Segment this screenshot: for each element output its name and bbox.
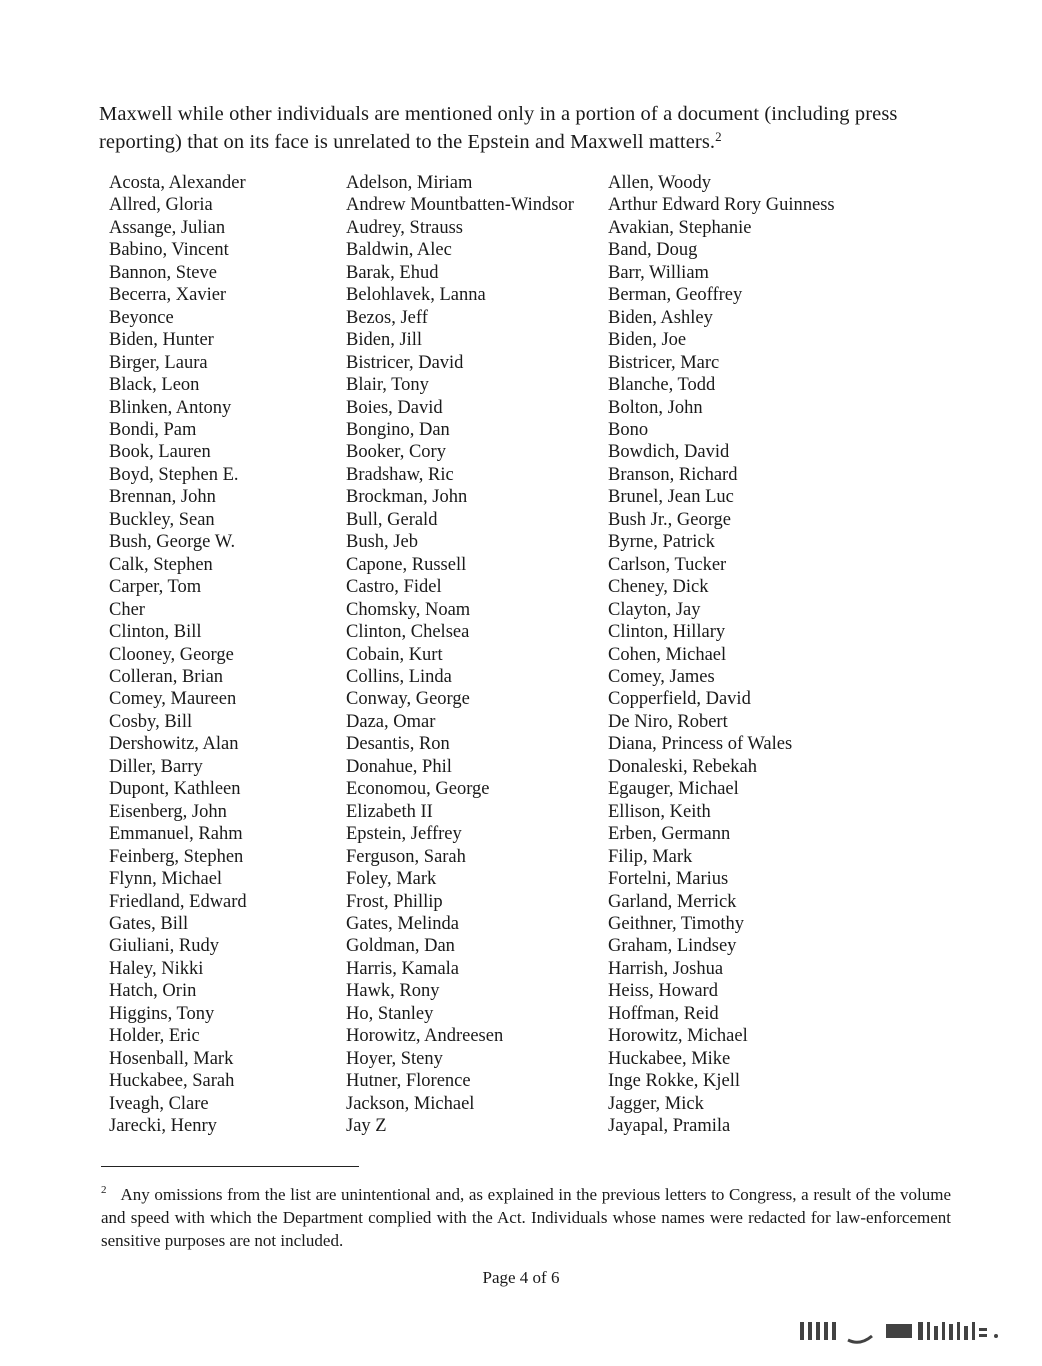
name-entry: Andrew Mountbatten-Windsor — [346, 195, 574, 216]
name-entry: Comey, James — [608, 666, 715, 687]
name-entry: Calk, Stephen — [109, 554, 213, 575]
name-entry: Graham, Lindsey — [608, 936, 737, 957]
name-entry: Cher — [109, 599, 145, 620]
name-entry: Economou, George — [346, 779, 490, 800]
name-entry: Feinberg, Stephen — [109, 846, 244, 867]
name-entry: Gates, Melinda — [346, 913, 460, 934]
name-entry: Donaleski, Rebekah — [608, 756, 757, 777]
name-entry: Black, Leon — [109, 375, 200, 396]
name-entry: Hutner, Florence — [346, 1071, 471, 1092]
name-entry: Frost, Phillip — [346, 891, 443, 912]
name-entry: Boies, David — [346, 397, 443, 418]
name-entry: Huckabee, Sarah — [109, 1071, 235, 1092]
name-entry: Haley, Nikki — [109, 958, 204, 979]
name-entry: Branson, Richard — [608, 464, 738, 485]
name-entry: Bongino, Dan — [346, 419, 450, 440]
name-entry: Beyonce — [109, 307, 174, 328]
name-entry: Biden, Joe — [608, 330, 687, 351]
name-entry: Jayapal, Pramila — [608, 1116, 731, 1137]
name-entry: Bistricer, David — [346, 352, 464, 373]
name-entry: Acosta, Alexander — [109, 173, 246, 193]
name-entry: Bush, Jeb — [346, 532, 418, 553]
name-entry: Bistricer, Marc — [608, 352, 720, 373]
name-entry: Foley, Mark — [346, 869, 437, 890]
name-entry: Iveagh, Clare — [109, 1093, 209, 1114]
footnote-text: Any omissions from the list are unintentional and, as explained in the previous letters to Congress, a result of the volume and speed with which the Department complied with the Act. Individuals whose names were redacted for law-enforcement sensitive purposes are not included. — [101, 1185, 951, 1250]
name-entry: Book, Lauren — [109, 442, 211, 463]
name-entry: Band, Doug — [608, 240, 698, 261]
names-column-2 — [346, 172, 574, 1137]
name-entry: Carlson, Tucker — [608, 554, 727, 575]
name-entry: Baldwin, Alec — [346, 240, 452, 261]
name-entry: Heiss, Howard — [608, 981, 718, 1002]
name-entry: Jarecki, Henry — [109, 1116, 217, 1137]
name-entry: Collins, Linda — [346, 666, 452, 687]
name-entry: Clinton, Bill — [109, 622, 202, 643]
name-entry: Cheney, Dick — [608, 577, 709, 598]
name-entry: Daza, Omar — [346, 711, 436, 732]
name-entry: Biden, Ashley — [608, 307, 713, 328]
name-entry: Cosby, Bill — [109, 711, 193, 732]
intro-text: Maxwell while other individuals are mentioned only in a portion of a document (including press reporting) that on its face is unrelated to the Epstein and Maxwell matters. — [99, 103, 898, 153]
name-entry: Birger, Laura — [109, 352, 208, 373]
name-entry: Bush Jr., George — [608, 509, 731, 530]
name-entry: Capone, Russell — [346, 554, 467, 575]
name-entry: Hoyer, Steny — [346, 1048, 443, 1069]
name-entry: Huckabee, Mike — [608, 1048, 731, 1069]
name-entry: Bowdich, David — [608, 442, 730, 463]
name-entry: Diana, Princess of Wales — [608, 734, 793, 755]
name-entry: Harrish, Joshua — [608, 958, 724, 979]
page-number: Page 4 of 6 — [482, 1268, 560, 1287]
name-entry: Bolton, John — [608, 397, 703, 418]
name-entry: Blanche, Todd — [608, 375, 716, 396]
name-entry: Boyd, Stephen E. — [109, 464, 239, 485]
name-entry: Biden, Hunter — [109, 330, 214, 351]
name-entry: Conway, George — [346, 689, 470, 710]
name-entry: Blinken, Antony — [109, 397, 232, 418]
name-entry: Hatch, Orin — [109, 981, 197, 1002]
name-entry: Giuliani, Rudy — [109, 936, 219, 957]
name-entry: Carper, Tom — [109, 577, 202, 598]
name-entry: Horowitz, Andreesen — [346, 1026, 504, 1047]
name-entry: Desantis, Ron — [346, 734, 450, 755]
name-entry: Horowitz, Michael — [608, 1026, 748, 1047]
name-entry: Jay Z — [346, 1116, 387, 1137]
name-entry: Geithner, Timothy — [608, 913, 744, 934]
name-entry: Flynn, Michael — [109, 869, 223, 890]
name-entry: Dershowitz, Alan — [109, 734, 239, 755]
name-entry: Egauger, Michael — [608, 779, 739, 800]
name-entry: Ho, Stanley — [346, 1003, 434, 1024]
name-entry: Jagger, Mick — [608, 1093, 704, 1114]
name-entry: Dupont, Kathleen — [109, 779, 241, 800]
name-entry: Berman, Geoffrey — [608, 285, 743, 306]
name-entry: Harris, Kamala — [346, 958, 460, 979]
name-entry: Donahue, Phil — [346, 756, 452, 777]
name-entry: Jackson, Michael — [346, 1093, 475, 1114]
name-entry: Bondi, Pam — [109, 419, 197, 440]
name-entry: Cohen, Michael — [608, 644, 727, 665]
name-entry: Belohlavek, Lanna — [346, 285, 486, 306]
name-entry: Bezos, Jeff — [346, 307, 428, 328]
name-entry: Higgins, Tony — [109, 1003, 215, 1024]
name-entry: Hosenball, Mark — [109, 1048, 234, 1069]
name-entry: Inge Rokke, Kjell — [608, 1071, 741, 1092]
name-entry: Clinton, Hillary — [608, 622, 726, 643]
name-entry: Byrne, Patrick — [608, 532, 715, 553]
name-entry: De Niro, Robert — [608, 711, 728, 732]
name-entry: Brennan, John — [109, 487, 216, 508]
name-entry: Hoffman, Reid — [608, 1003, 719, 1024]
name-entry: Adelson, Miriam — [346, 173, 473, 193]
name-entry: Chomsky, Noam — [346, 599, 471, 620]
name-entry: Booker, Cory — [346, 442, 446, 463]
name-entry: Bannon, Steve — [109, 262, 217, 283]
footnote-divider — [101, 1166, 359, 1167]
name-entry: Clinton, Chelsea — [346, 622, 470, 643]
name-entry: Elizabeth II — [346, 801, 433, 822]
name-entry: Friedland, Edward — [109, 891, 247, 912]
name-entry: Bush, George W. — [109, 532, 236, 553]
footnote-ref: 2 — [715, 129, 722, 144]
name-entry: Becerra, Xavier — [109, 285, 227, 306]
footnote — [101, 1183, 951, 1252]
name-entry: Bull, Gerald — [346, 509, 438, 530]
name-entry: Avakian, Stephanie — [608, 217, 752, 238]
name-entry: Ferguson, Sarah — [346, 846, 466, 867]
name-entry: Assange, Julian — [109, 217, 226, 238]
intro-paragraph — [99, 100, 949, 156]
name-entry: Arthur Edward Rory Guinness — [608, 195, 835, 216]
footnote-number: 2 — [101, 1184, 107, 1196]
name-entry: Bono — [608, 419, 649, 440]
name-entry: Eisenberg, John — [109, 801, 227, 822]
name-entry: Castro, Fidel — [346, 577, 442, 598]
name-entry: Audrey, Strauss — [346, 217, 463, 238]
name-entry: Barr, William — [608, 262, 709, 283]
name-entry: Ellison, Keith — [608, 801, 711, 822]
names-column-1 — [109, 172, 247, 1137]
names-column-3 — [608, 172, 835, 1137]
watermark-mark — [800, 1318, 1020, 1344]
name-entry: Brockman, John — [346, 487, 468, 508]
name-entry: Erben, Germann — [608, 824, 731, 845]
name-entry: Diller, Barry — [109, 756, 203, 777]
name-entry: Goldman, Dan — [346, 936, 455, 957]
name-entry: Copperfield, David — [608, 689, 751, 710]
name-entry: Barak, Ehud — [346, 262, 439, 283]
name-entry: Allred, Gloria — [109, 195, 213, 216]
name-entry: Hawk, Rony — [346, 981, 440, 1002]
name-entry: Holder, Eric — [109, 1026, 200, 1047]
name-entry: Clooney, George — [109, 644, 234, 665]
name-entry: Biden, Jill — [346, 330, 423, 351]
name-entry: Babino, Vincent — [109, 240, 229, 261]
name-entry: Brunel, Jean Luc — [608, 487, 734, 508]
name-entry: Comey, Maureen — [109, 689, 237, 710]
name-entry: Epstein, Jeffrey — [346, 824, 462, 845]
name-entry: Gates, Bill — [109, 913, 189, 934]
name-entry: Buckley, Sean — [109, 509, 215, 530]
name-entry: Cobain, Kurt — [346, 644, 443, 665]
name-entry: Emmanuel, Rahm — [109, 824, 243, 845]
name-entry: Garland, Merrick — [608, 891, 737, 912]
name-entry: Fortelni, Marius — [608, 869, 729, 890]
name-entry: Colleran, Brian — [109, 666, 224, 687]
name-entry: Allen, Woody — [608, 173, 711, 193]
name-entry: Filip, Mark — [608, 846, 693, 867]
name-entry: Clayton, Jay — [608, 599, 701, 620]
name-entry: Bradshaw, Ric — [346, 464, 454, 485]
name-entry: Blair, Tony — [346, 375, 429, 396]
